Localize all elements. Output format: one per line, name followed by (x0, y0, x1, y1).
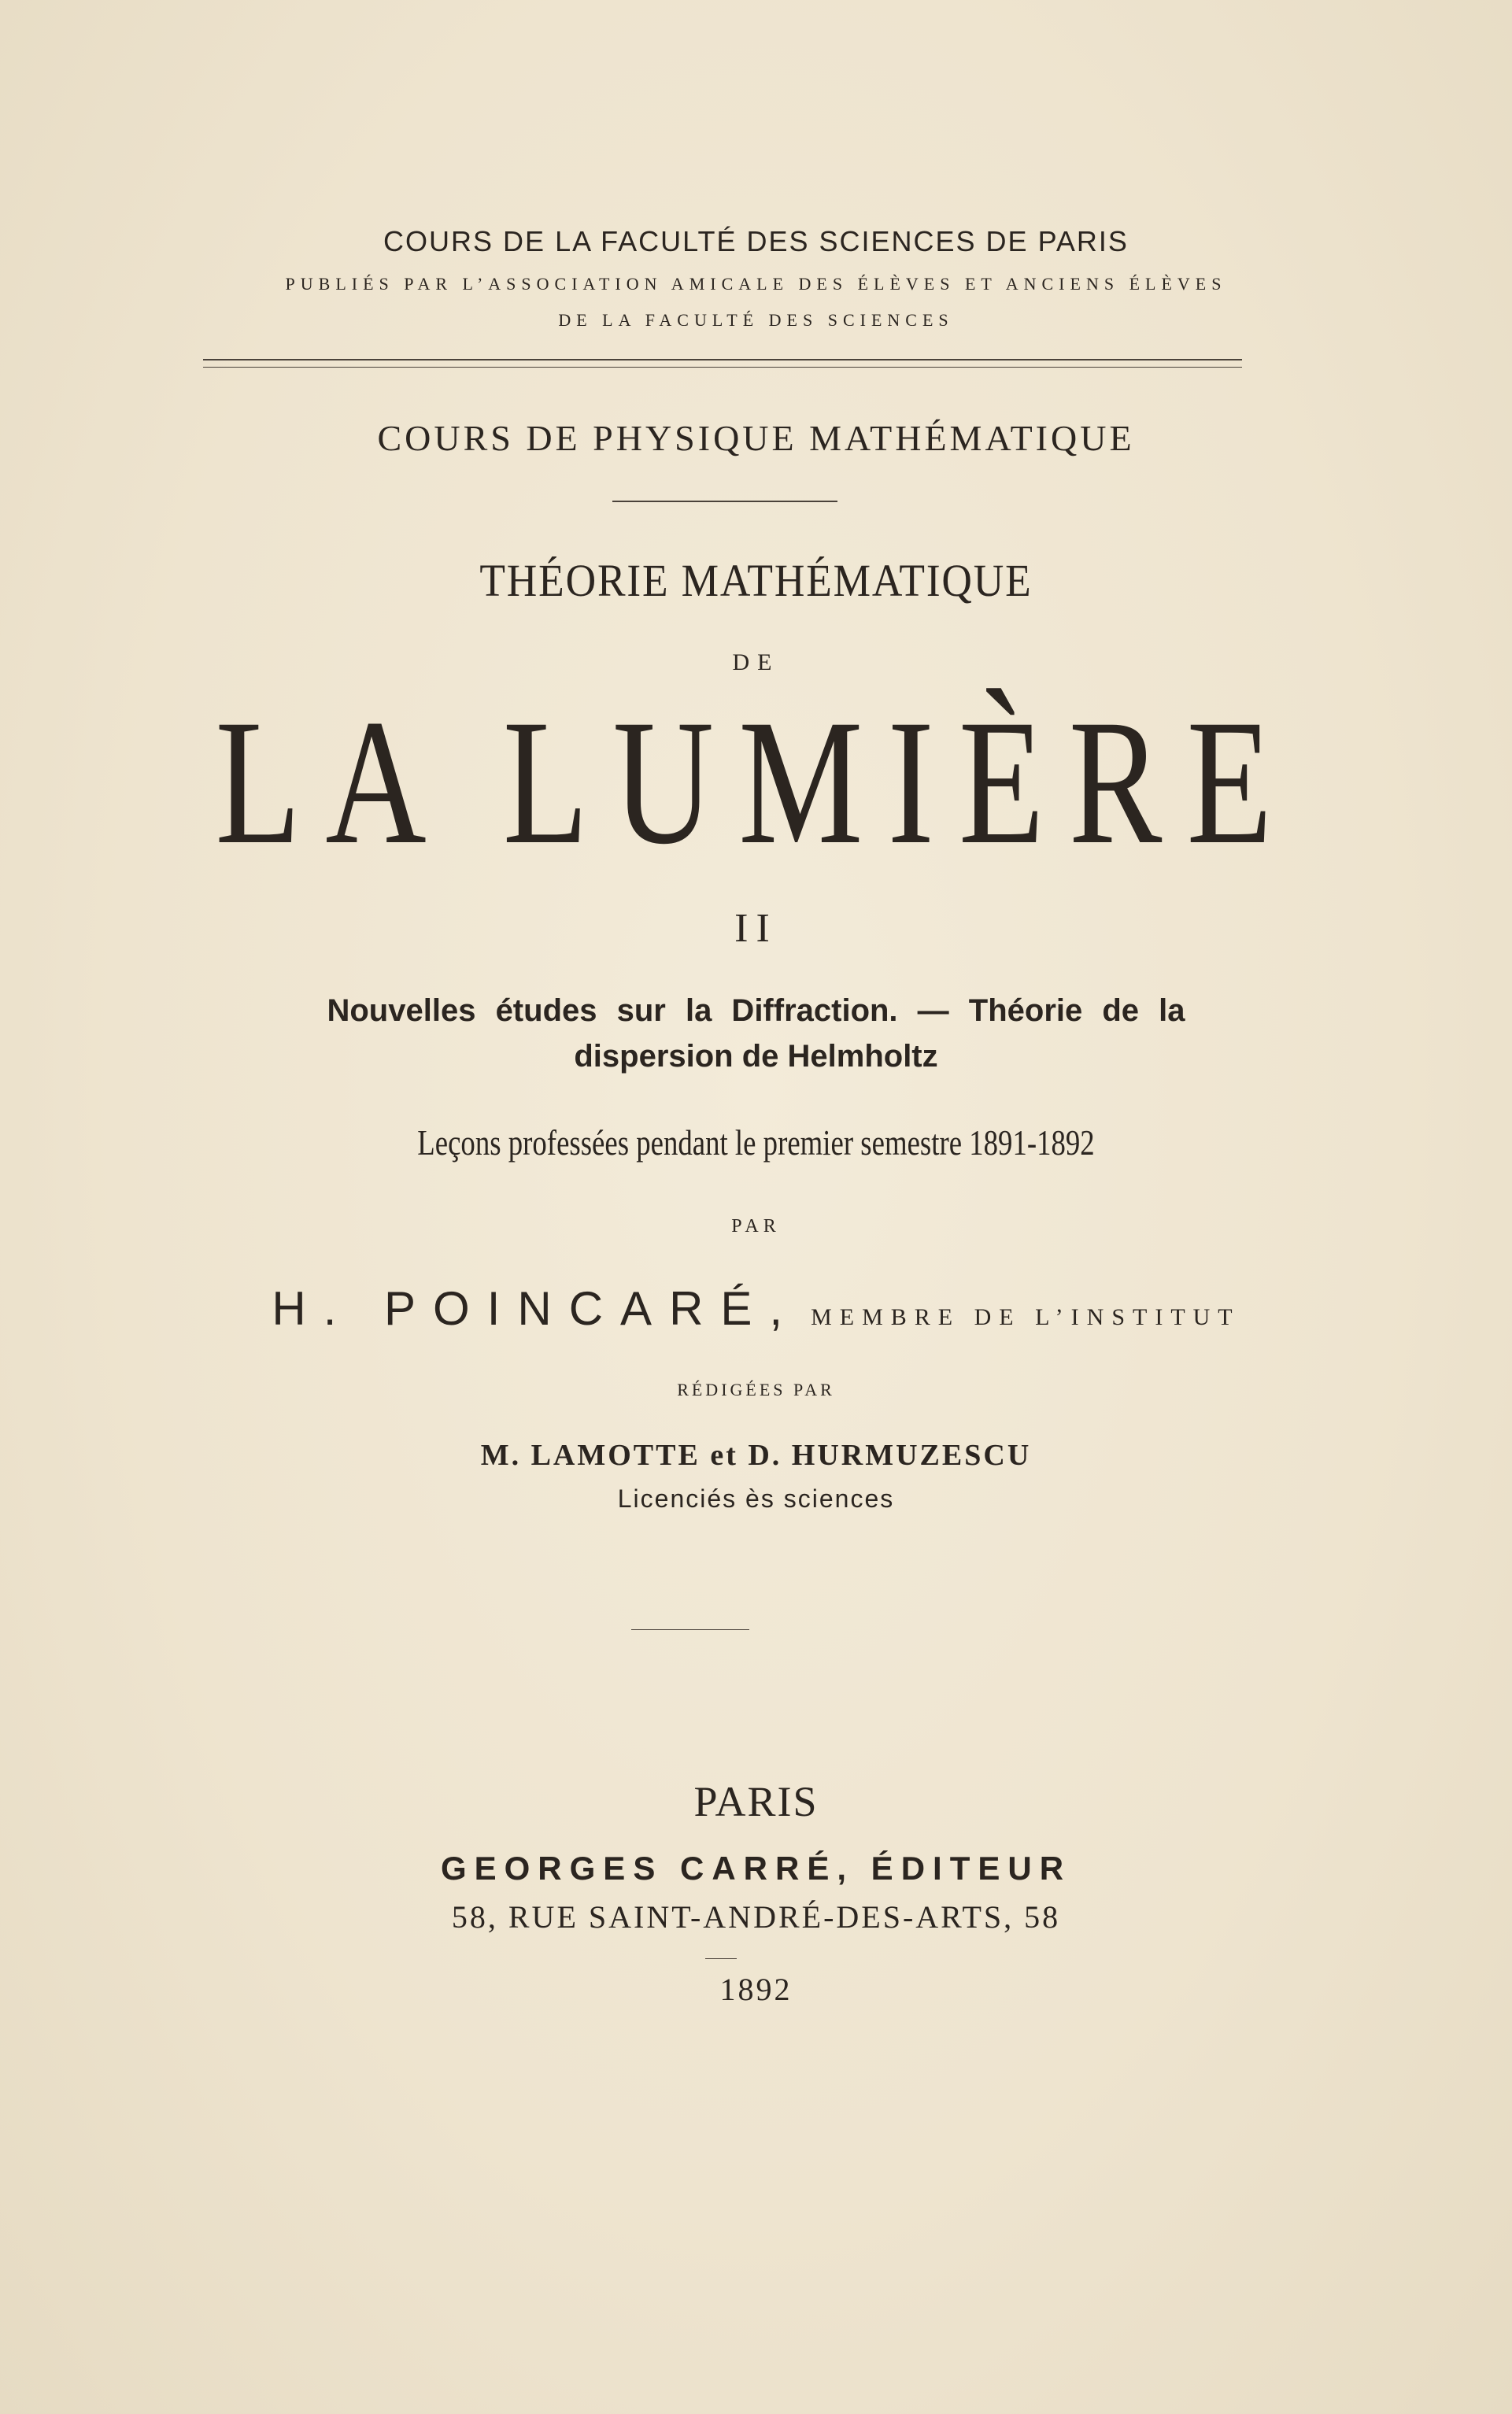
double-rule-bottom (203, 367, 1242, 368)
editors-names: M. LAMOTTE et D. HURMUZESCU (480, 1439, 1032, 1472)
publisher-association-line: PUBLIÉS PAR L’ASSOCIATION AMICALE DES ÉLÈVES ET ANCIENS ÉLÈVES (285, 274, 1227, 294)
imprint-publisher: GEORGES CARRÉ, ÉDITEUR (440, 1850, 1072, 1887)
imprint-address: 58, RUE SAINT-ANDRÉ-DES-ARTS, 58 (451, 1899, 1061, 1935)
volume-number: II (734, 906, 778, 951)
year-rule (705, 1958, 737, 1959)
faculty-heading: COURS DE LA FACULTÉ DES SCIENCES DE PARIS (383, 225, 1129, 257)
lectures-note: Leçons professées pendant le premier semestre 1891-1892 (417, 1122, 1095, 1163)
ornament-rule (631, 1629, 749, 1630)
subtitle-line-2: dispersion de Helmholtz (574, 1039, 938, 1074)
redacted-by-label: RÉDIGÉES PAR (677, 1380, 835, 1399)
editors-role: Licenciés ès sciences (617, 1484, 895, 1513)
main-title: LA LUMIÈRE (215, 683, 1297, 882)
double-rule-top (203, 359, 1242, 360)
imprint-year: 1892 (719, 1972, 793, 2007)
title-line-1: THÉORIE MATHÉMATIQUE (479, 555, 1033, 606)
title-connector: DE (732, 649, 780, 675)
short-rule (612, 501, 837, 502)
author-name: H. POINCARÉ, (272, 1282, 800, 1335)
publisher-association-line-2: DE LA FACULTÉ DES SCIENCES (558, 310, 954, 330)
course-title: COURS DE PHYSIQUE MATHÉMATIQUE (377, 418, 1135, 458)
by-label: PAR (731, 1216, 781, 1237)
imprint-city: PARIS (693, 1778, 819, 1825)
author-title: MEMBRE DE L’INSTITUT (811, 1304, 1240, 1330)
subtitle-line-1: Nouvelles études sur la Diffraction. — Théorie de la (327, 993, 1185, 1028)
author-line (0, 1281, 1512, 1336)
